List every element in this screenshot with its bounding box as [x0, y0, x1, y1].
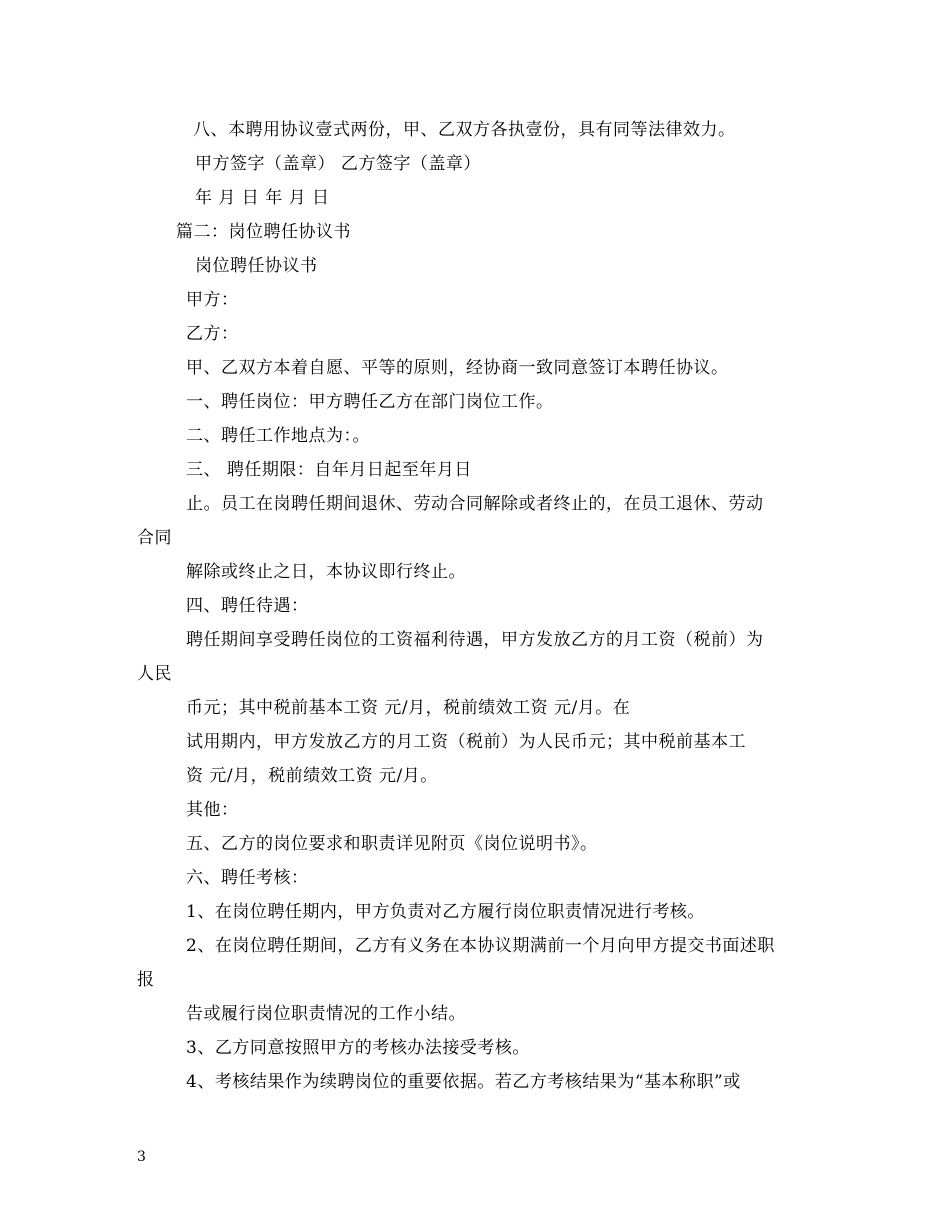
party-b-label: 乙方：	[186, 324, 239, 344]
clause-six-item-1: 1、在岗位聘任期内，甲方负责对乙方履行岗位职责情况进行考核。	[186, 902, 705, 922]
clause-two-text: 二、聘任工作地点为：。	[186, 426, 370, 446]
clause-four-text: 聘任期间享受聘任岗位的工资福利待遇，甲方发放乙方的月工资（税前）为	[186, 630, 764, 650]
clause-three-end: 解除或终止之日，本协议即行终止。	[186, 562, 466, 582]
party-a-label: 甲方：	[186, 290, 239, 310]
clause-three-wrap: 合同	[137, 528, 172, 548]
probation-salary: 试用期内，甲方发放乙方的月工资（税前）为人民币元；其中税前基本工	[186, 732, 746, 752]
clause-one-text: 一、聘任岗位：甲方聘任乙方在部门岗位工作。	[186, 392, 554, 412]
other-label: 其他：	[186, 800, 239, 820]
preamble-text: 甲、乙双方本着自愿、平等的原则，经协商一致同意签订本聘任协议。	[186, 358, 729, 378]
clause-six-heading: 六、聘任考核：	[186, 868, 309, 888]
date-placeholders: 年 月 日 年 月 日	[195, 188, 330, 208]
clause-three-continued: 止。员工在岗聘任期间退休、劳动合同解除或者终止的，在员工退休、劳动	[186, 494, 764, 514]
clause-four-wrap: 人民	[137, 664, 172, 684]
signature-labels: 甲方签字（盖章） 乙方签字（盖章）	[195, 154, 481, 174]
clause-eight-text: 八、本聘用协议壹式两份，甲、乙双方各执壹份，具有同等法律效力。	[193, 120, 736, 140]
clause-four-heading: 四、聘任待遇：	[186, 596, 309, 616]
clause-five-text: 五、乙方的岗位要求和职责详见附页《岗位说明书》。	[186, 834, 598, 854]
page-number: 3	[137, 1149, 146, 1165]
clause-six-item-2-end: 告或履行岗位职责情况的工作小结。	[186, 1004, 466, 1024]
clause-six-item-3: 3、乙方同意按照甲方的考核办法接受考核。	[186, 1038, 530, 1058]
agreement-title: 岗位聘任协议书	[195, 256, 318, 276]
probation-salary-continued: 资 元/月，税前绩效工资 元/月。	[186, 766, 438, 786]
clause-six-item-4: 4、考核结果作为续聘岗位的重要依据。若乙方考核结果为“基本称职”或	[186, 1072, 741, 1092]
clause-six-item-2-wrap: 报	[137, 970, 155, 990]
clause-three-text: 三、 聘任期限：自年月日起至年月日	[186, 460, 472, 480]
section-heading: 篇二：岗位聘任协议书	[176, 222, 351, 242]
salary-breakdown: 币元；其中税前基本工资 元/月，税前绩效工资 元/月。在	[186, 698, 631, 718]
clause-six-item-2: 2、在岗位聘任期间，乙方有义务在本协议期满前一个月向甲方提交书面述职	[186, 936, 775, 956]
